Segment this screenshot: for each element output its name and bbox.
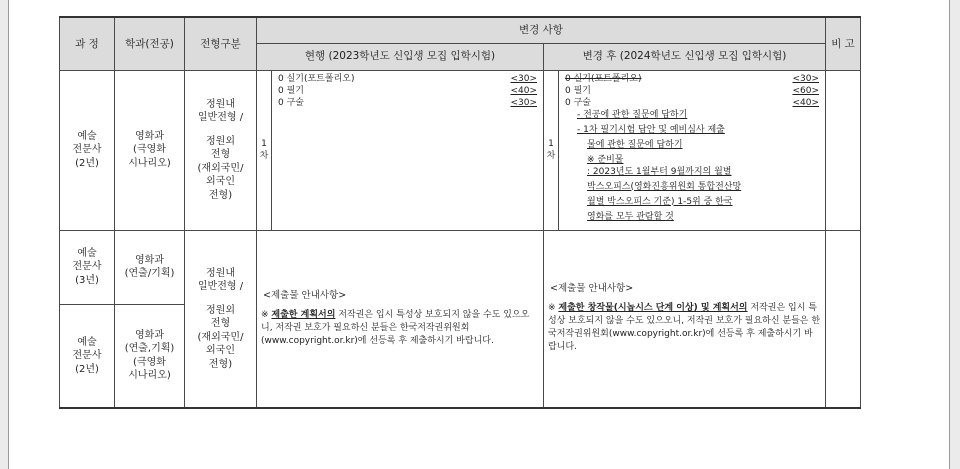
after-detail-line: ※ 준비물 bbox=[587, 154, 624, 165]
course-cell-2a bbox=[60, 230, 115, 304]
note-mark: ※ bbox=[261, 309, 269, 320]
after-item-label: 0 필기 bbox=[565, 85, 591, 96]
type-cell-2 bbox=[185, 230, 257, 408]
current-notice-bold: 제출한 계획서의 bbox=[271, 309, 336, 320]
header-current: 현행 (2023학년도 신입생 모집 입학시험) bbox=[257, 43, 544, 70]
after-notice-bold: 제출한 창작물(시놉시스 단계 이상) 및 계획서의 bbox=[558, 303, 748, 314]
after-detail-line: - 전공에 관한 질문에 답하기 bbox=[577, 109, 688, 120]
dept-cell-1 bbox=[115, 70, 185, 230]
type-line: 정원내 bbox=[206, 98, 235, 110]
course-line: (2년) bbox=[75, 157, 99, 169]
header-remark: 비 고 bbox=[826, 17, 861, 70]
after-detail-line: 영화를 모두 관람할 것 bbox=[587, 211, 674, 222]
after-detail-line: 월별 박스오피스 기준) 1-5위 중 한국 bbox=[587, 196, 733, 207]
dept-line: (연출/기획) bbox=[124, 268, 175, 279]
note-mark: ※ bbox=[548, 303, 556, 314]
dept-cell-2b bbox=[115, 304, 185, 408]
type-line: 전형) bbox=[208, 189, 233, 201]
after-items-cell bbox=[559, 70, 826, 230]
stage-cell-after: 1차 bbox=[544, 70, 559, 230]
remark-cell-2 bbox=[826, 230, 861, 408]
dept-cell-2a bbox=[115, 230, 185, 304]
current-notice-heading: <제출물 안내사항> bbox=[263, 289, 347, 301]
header-course: 과 정 bbox=[60, 17, 115, 70]
header-type: 전형구분 bbox=[185, 17, 257, 70]
stage-cell-current: 1차 bbox=[257, 70, 272, 230]
course-line: 예술 bbox=[77, 336, 97, 348]
after-detail-line: 박스오피스(영화진흥위원회 통합전산망 bbox=[587, 181, 742, 192]
header-change: 변경 사항 bbox=[257, 17, 826, 43]
dept-line: (극영화 bbox=[133, 356, 166, 368]
dept-line: 시나리오) bbox=[128, 370, 171, 382]
after-notice-rest: 저작권은 입시 특성상 보호되지 않을 수도 있으오니, 저작권 보호가 필요하신 분들은 한국저작권위원회(www.copyright.or.kr)에 선등록 후 제출하시기 바랍니다. bbox=[548, 303, 821, 353]
current-item-score: <40> bbox=[510, 85, 537, 96]
course-line: 전문사 bbox=[72, 350, 102, 361]
current-item-score: <30> bbox=[510, 97, 537, 108]
current-item bbox=[276, 97, 537, 109]
current-item bbox=[276, 73, 537, 85]
type-line: 전형) bbox=[208, 358, 233, 370]
current-item bbox=[276, 85, 537, 97]
after-item-score: <60> bbox=[792, 85, 819, 96]
current-item-score: <30> bbox=[510, 73, 537, 84]
after-item bbox=[563, 97, 819, 109]
after-item-label: 0 실기(포트폴리오) bbox=[565, 73, 642, 84]
type-line: 일반전형 / bbox=[197, 112, 244, 124]
dept-line: 영화과 bbox=[135, 254, 164, 266]
dept-line: 영화과 bbox=[135, 329, 164, 341]
after-detail-line: : 2023년도 1월부터 9월까지의 월별 bbox=[587, 166, 732, 177]
course-line: (2년) bbox=[75, 363, 99, 375]
admission-change-table bbox=[59, 16, 861, 409]
dept-line: 영화과 bbox=[135, 130, 164, 142]
course-cell-2b bbox=[60, 304, 115, 408]
course-line: 전문사 bbox=[72, 261, 102, 273]
course-line: (3년) bbox=[75, 274, 99, 286]
after-item-label: 0 구술 bbox=[565, 97, 591, 108]
type-line: 정원외 bbox=[206, 135, 235, 147]
current-notice-text bbox=[259, 309, 541, 348]
type-line: (재외국민/ bbox=[197, 331, 244, 343]
type-spacer bbox=[185, 125, 256, 135]
current-item-label: 0 실기(포트폴리오) bbox=[278, 73, 355, 84]
after-detail-line: 물에 관한 질문에 답하기 bbox=[587, 139, 683, 150]
header-after: 변경 후 (2024학년도 신입생 모집 입학시험) bbox=[544, 43, 826, 70]
type-line: (재외국민/ bbox=[197, 162, 244, 174]
remark-cell-1 bbox=[826, 70, 861, 230]
type-line: 일반전형 / bbox=[197, 281, 244, 292]
type-cell-1 bbox=[185, 70, 257, 230]
course-cell-1 bbox=[60, 70, 115, 230]
header-dept: 학과(전공) bbox=[115, 17, 185, 70]
current-notice-cell bbox=[257, 230, 544, 408]
after-item bbox=[563, 73, 819, 85]
type-line: 정원외 bbox=[206, 304, 235, 316]
current-item-label: 0 구술 bbox=[278, 97, 304, 108]
type-line: 전형 bbox=[210, 318, 231, 329]
dept-line: 시나리오) bbox=[128, 157, 171, 169]
after-item-score: <40> bbox=[792, 97, 819, 108]
current-items-cell bbox=[272, 70, 544, 230]
after-detail-line: - 1차 필기시험 답안 및 예비심사 제출 bbox=[577, 124, 725, 135]
type-spacer bbox=[185, 294, 256, 304]
current-notice-rest: 저작권은 입시 특성상 보호되지 않을 수도 있으오니, 저작권 보호가 필요하신 분들은 한국저작권위원회(www.copyright.or.kr)에 선등록 후 제출하시기 바랍니다. bbox=[261, 309, 530, 346]
after-item bbox=[563, 85, 819, 97]
after-notice-cell bbox=[544, 230, 826, 408]
course-line: 전문사 bbox=[72, 144, 102, 156]
type-line: 전형 bbox=[210, 149, 231, 161]
after-notice-heading: <제출물 안내사항> bbox=[550, 283, 634, 295]
current-item-label: 0 필기 bbox=[278, 85, 304, 96]
after-notice-text bbox=[546, 302, 823, 354]
course-line: 예술 bbox=[77, 130, 97, 142]
after-item-score: <30> bbox=[792, 73, 819, 84]
course-line: 예술 bbox=[77, 247, 97, 259]
dept-line: (극영화 bbox=[133, 144, 166, 156]
dept-line: (연출,기획) bbox=[124, 343, 175, 355]
type-line: 외국인 bbox=[206, 176, 235, 188]
type-line: 외국인 bbox=[206, 345, 235, 356]
type-line: 정원내 bbox=[206, 267, 235, 279]
